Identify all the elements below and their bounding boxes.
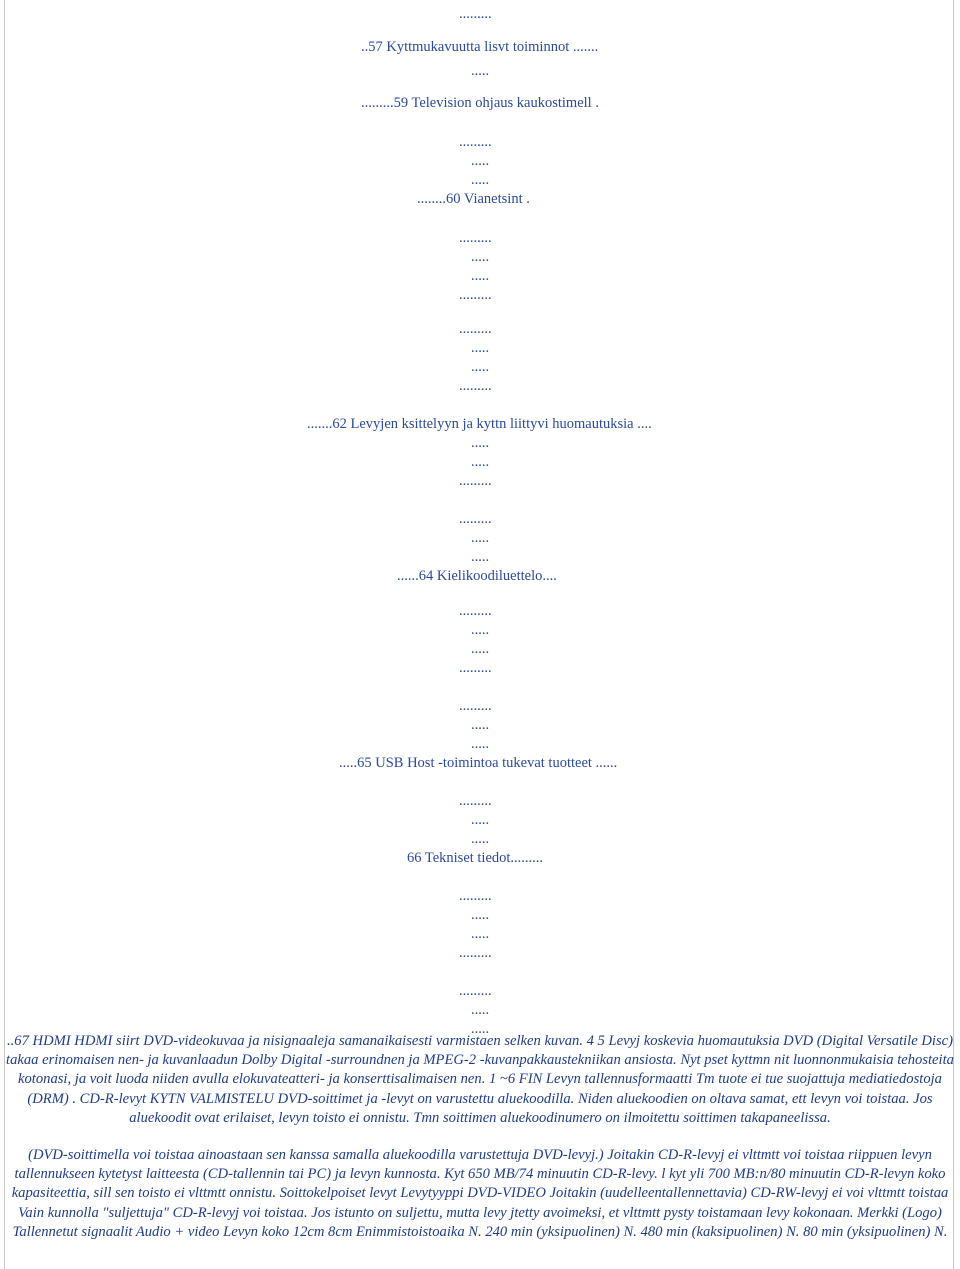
toc-line: ..... (471, 549, 490, 565)
toc-line: ..... (471, 812, 490, 828)
body-paragraph: ..67 HDMI HDMI siirt DVD-videokuvaa ja nisignaaleja samanaikaisesti varmistaen selken kuvan. 4 5 Levyj koskevia huomautuksia DVD (Digital Versatile Disc) takaa erinomaisen nen- ja kuvanlaadun Dolby Digital -surroundnen ja MPEG-2 -kuvanpakkaustekniikan ansiosta. Nyt pset kyttmn nit luonnonmukaisia tehosteita kotonasi, ja voit luoda niiden avulla elokuvateatteri- ja konserttisalimaisen nen. 1 ~6 FIN Levyn tallennusformaatti Tm tuote ei tue suojattuja mediatiedostoja (DRM) . CD-R-levyt KYTN VALMISTELU DVD-soittimet ja -levyt on varustettu aluekoodilla. Niden aluekoodien on oltava samat, ett levyn voi toistaa. Jos aluekoodit ovat erilaiset, levyn toisto ei onnistu. Tmn soittimen aluekoodinumero on ilmoitettu soittimen takapaneelissa. (6, 1033, 954, 1126)
toc-line: ......... (459, 134, 492, 150)
toc-line: .........59 Television ohjaus kaukostimell . (361, 95, 599, 111)
toc-line: ..... (471, 530, 490, 546)
toc-line: ..... (471, 1021, 490, 1037)
toc-line: ..... (471, 63, 490, 79)
toc-line: ..... (471, 1002, 490, 1018)
toc-line: ......... (459, 6, 492, 22)
toc-line: ..... (471, 172, 490, 188)
body-paragraph: (DVD-soittimella voi toistaa ainoastaan sen kanssa samalla aluekoodilla varustettuja DVD-levyj.) Joitakin CD-R-levyj ei vlttmtt voi toistaa riippuen levyn tallennukseen kytetyst laitteesta (CD-tallennin tai PC) ja levyn kunnosta. Kyt 650 MB/74 minuutin CD-R-levy. l kyt yli 700 MB:n/80 minuutin CD-R-levyn koko kapasiteettia, sill sen toisto ei vlttmtt onnistu. Soittokelpoiset levyt Levytyyppi DVD-VIDEO Joitakin (uudelleentallennettavia) CD-RW-levyj ei voi vlttmtt toistaa Vain kunnolla "suljettuja" CD-R-levyj voi toistaa. Jos istunto on suljettu, mutta levy jtetty avoimeksi, et vlttmtt pysty toistamaan levy kokonaan. Merkki (Logo) Tallennetut signaalit Audio + video Levyn koko 12cm 8cm Enimmistoistoaika N. 240 min (yksipuolinen) N. 480 min (kaksipuolinen) N. 80 min (yksipuolinen) N. (11, 1147, 949, 1240)
toc-line: ......... (459, 473, 492, 489)
toc-line: ..... (471, 268, 490, 284)
toc-line: ......... (459, 321, 492, 337)
toc-line: ..... (471, 736, 490, 752)
toc-line: ......... (459, 603, 492, 619)
toc-line: ......64 Kielikoodiluettelo.... (397, 568, 557, 584)
toc-line: ......... (459, 983, 492, 999)
toc-line: ......... (459, 378, 492, 394)
toc-line: ..... (471, 907, 490, 923)
toc-line: ......... (459, 511, 492, 527)
toc-line: ......... (459, 660, 492, 676)
toc-line: ..... (471, 641, 490, 657)
toc-line: ......... (459, 698, 492, 714)
toc-line: ........60 Vianetsint . (417, 191, 530, 207)
toc-line: ..... (471, 359, 490, 375)
toc-line: ......... (459, 230, 492, 246)
toc-line: ..... (471, 340, 490, 356)
toc-line: ..57 Kyttmukavuutta lisvt toiminnot ....... (361, 39, 599, 55)
toc-line: ..... (471, 435, 490, 451)
toc-line: ......... (459, 793, 492, 809)
toc-line: 66 Tekniset tiedot......... (407, 850, 544, 866)
toc-line: ..... (471, 249, 490, 265)
toc-line: ......... (459, 945, 492, 961)
toc-line: ......... (459, 287, 492, 303)
toc-line: ..... (471, 454, 490, 470)
toc-line: ..... (471, 622, 490, 638)
toc-line: ......... (459, 888, 492, 904)
toc-line: .....65 USB Host -toimintoa tukevat tuotteet ...... (339, 755, 618, 771)
toc-line: ..... (471, 926, 490, 942)
toc-line: ..... (471, 153, 490, 169)
toc-line: ..... (471, 831, 490, 847)
toc-line: .......62 Levyjen ksittelyyn ja kyttn liittyvi huomautuksia .... (307, 416, 652, 432)
toc-line: ..... (471, 717, 490, 733)
